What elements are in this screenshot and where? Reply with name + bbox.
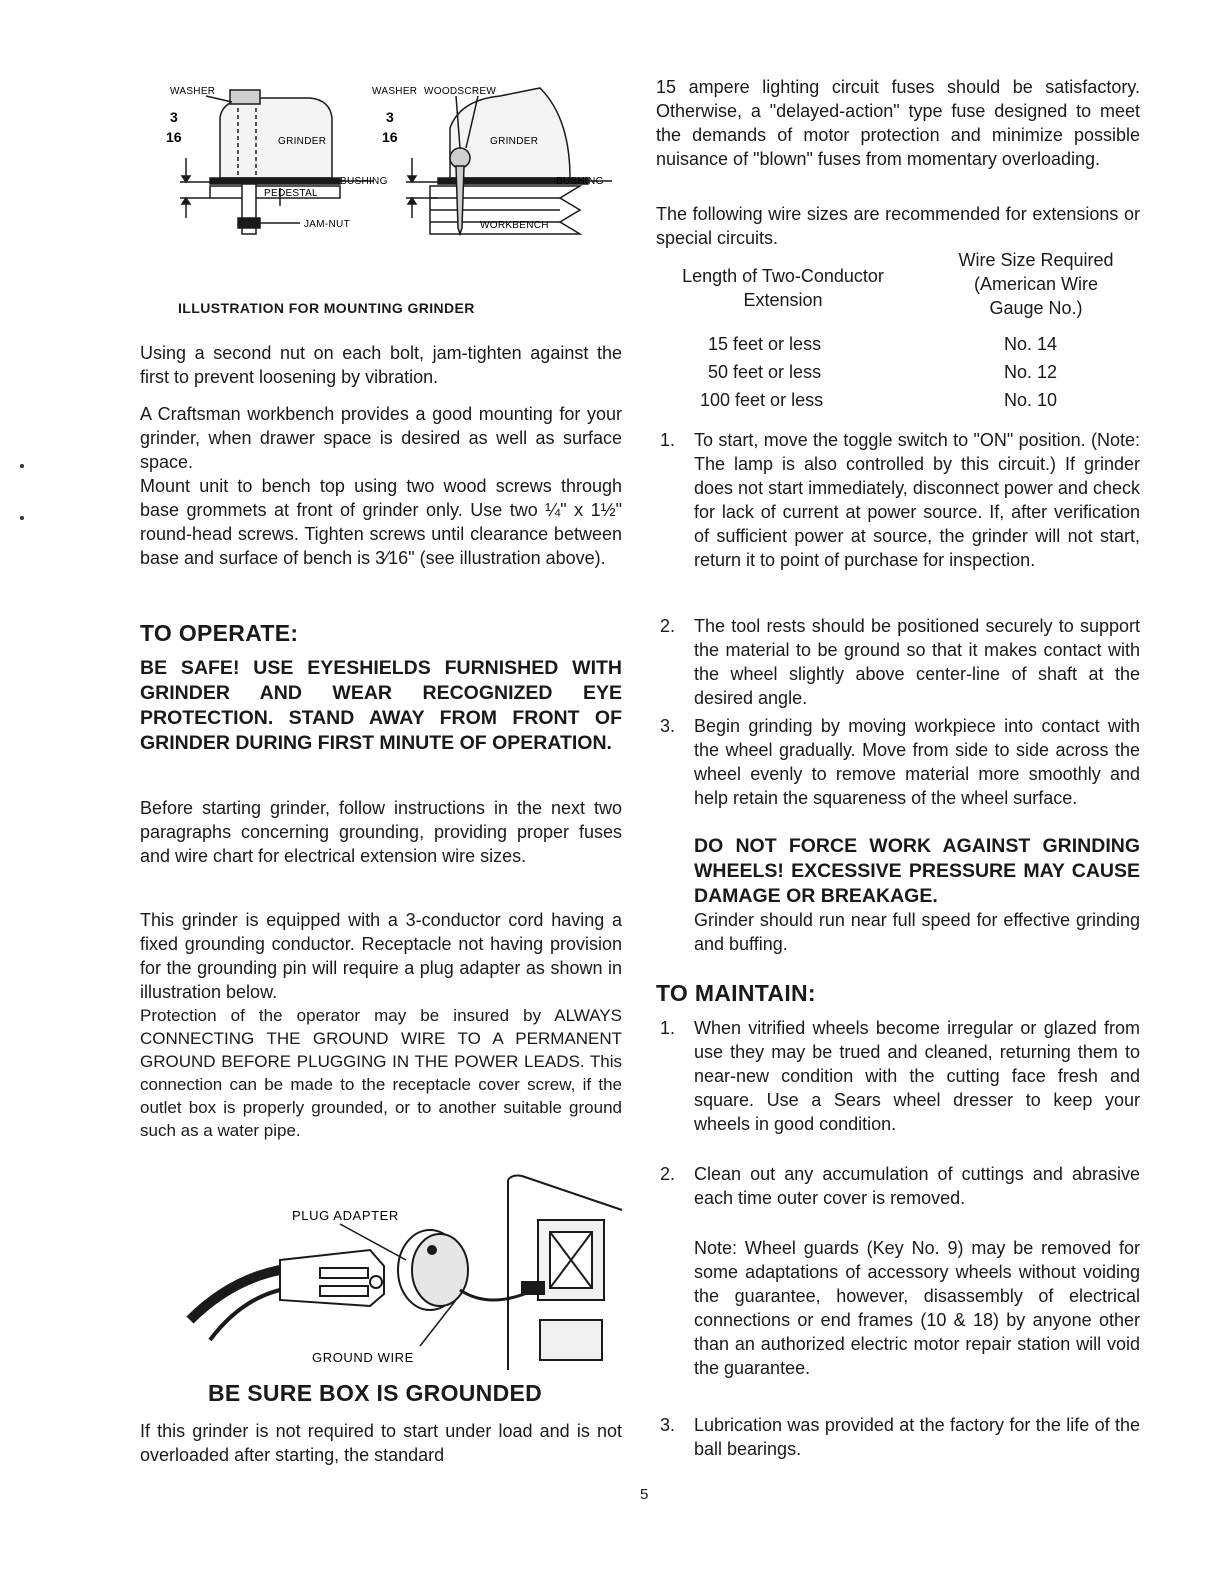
row-length: 100 feet or less [700,390,824,410]
step-text: Lubrication was provided at the factory for the life of the ball bearings. [694,1415,1140,1459]
plug-adapter-label: PLUG ADAPTER [292,1208,399,1223]
pedestal-label: PEDESTAL [264,188,318,199]
row-length: 50 feet or less [708,362,822,382]
col2-header-line3: Gauge No.) [989,298,1083,318]
wire-size-table [656,248,1140,418]
operate-steps-list-3 [656,714,1140,810]
col1-header-line1: Length of Two-Conductor [682,266,884,286]
col2-header-line2: (American Wire [973,274,1098,294]
maintain-steps-list [656,1016,1140,1136]
note-guarantee: Note: Wheel guards (Key No. 9) may be removed for some adaptations of accessory wheels without voiding the guarantee, however, disassembly of electrical connections or end frames (10 & 18) by anyone other than an authorized electric motor repair station will void the guarantee. [694,1238,1140,1378]
page-number: 5 [640,1486,649,1503]
force-warning: DO NOT FORCE WORK AGAINST GRINDING WHEELS! EXCESSIVE PRESSURE MAY CAUSE DAMAGE OR BREAKAGE. [694,835,1140,907]
woodscrew-label: WOODSCREW [424,86,497,97]
bushing-right-label: BUSHING [556,176,604,187]
wire-table-col1-header [658,264,908,312]
step-number: 3. [660,1415,676,1435]
paragraph-cord: This grinder is equipped with a 3-conductor cord having a fixed grounding conductor. Receptacle not having provision for the grounding pin will require a plug adapter as shown in illustration below. [140,910,622,1002]
paragraph-protection: Protection of the operator may be insured by ALWAYS CONNECTING THE GROUND WIRE TO A PERMANENT GROUND BEFORE PLUGGING IN THE POWER LEADS. This connection can be made to the receptacle cover screw, if the outlet box is properly grounded, or to another suitable ground such as a water pipe. [140,1006,622,1140]
scan-mark [20,464,24,468]
grinder-left-label: GRINDER [278,136,327,147]
paragraph-mount: Mount unit to bench top using two wood screws through base grommets at front of grinder only. Use two ¼" x 1½" round-head screws. Tighten screws until clearance between base and surface of bench is 3⁄16" (see illustration above). [140,476,622,568]
plug-adapter-illustration [170,1170,630,1370]
row-gauge: No. 10 [1004,390,1058,410]
step-text: The tool rests should be positioned securely to support the material to be ground so that it makes contact with the wheel slightly above center-line of shaft at the desired angle. [694,616,1140,708]
pedestal-mount-drawing [180,90,374,234]
paragraph-before-starting: Before starting grinder, follow instructions in the next two paragraphs concerning grounding, providing proper fuses and wire chart for electrical extension wire sizes. [140,798,622,866]
paragraph-workbench: A Craftsman workbench provides a good mounting for your grinder, when drawer space is desired as well as surface space. [140,404,622,472]
mounting-illustration [160,78,620,258]
maintain-steps-list-2 [656,1162,1140,1210]
figure-caption: ILLUSTRATION FOR MOUNTING GRINDER [178,300,475,316]
workbench-label: WORKBENCH [480,220,549,231]
step-text: Clean out any accumulation of cuttings and abrasive each time outer cover is removed. [694,1164,1140,1208]
step-number: 3. [660,716,676,736]
dim-left-num: 3 [170,109,178,125]
wire-table-col2-header [936,248,1136,320]
operate-steps-list [656,428,1140,572]
paragraph-jam-tighten: Using a second nut on each bolt, jam-tighten against the first to prevent loosening by vibration. [140,343,622,387]
row-gauge: No. 14 [1004,334,1058,354]
paragraph-speed: Grinder should run near full speed for effective grinding and buffing. [694,910,1140,954]
step-number: 1. [660,430,676,450]
dim-right-num: 3 [386,109,394,125]
dim-right-den: 16 [382,129,398,145]
paragraph-load: If this grinder is not required to start under load and is not overloaded after starting, the standard [140,1421,622,1465]
list-item [656,1413,1140,1461]
operate-steps-list-2 [656,614,1140,710]
grinder-right-label: GRINDER [490,136,539,147]
list-item [656,714,1140,810]
safety-warning: BE SAFE! USE EYESHIELDS FURNISHED WITH GRINDER AND WEAR RECOGNIZED EYE PROTECTION. STAND AWAY FROM FRONT OF GRINDER DURING FIRST MINUTE OF OPERATION. [140,657,622,754]
workbench-mount-drawing [406,88,612,234]
row-gauge: No. 12 [1004,362,1058,382]
col2-header-line1: Wire Size Required [958,250,1114,270]
be-sure-grounded-heading: BE SURE BOX IS GROUNDED [208,1380,543,1406]
bushing-left-label: BUSHING [340,176,388,187]
list-item [656,1162,1140,1210]
row-length: 15 feet or less [708,334,822,354]
scan-mark [20,516,24,520]
maintain-steps-list-3 [656,1413,1140,1461]
step-text: To start, move the toggle switch to "ON" position. (Note: The lamp is also controlled by this circuit.) If grinder does not start immediately, disconnect power and check for lack of current at power source. If, after verification of sufficient power at source, the grinder will not start, return it to point of purchase for inspection. [694,430,1140,570]
washer-right-label: WASHER [372,86,418,97]
step-text: When vitrified wheels become irregular or glazed from use they may be trued and cleaned, returning them to near-new condition with the cutting face fresh and square. Use a Sears wheel dresser to keep your wheels in good condition. [694,1018,1140,1134]
paragraph-wire-intro: The following wire sizes are recommended for extensions or special circuits. [656,204,1140,248]
col1-header-line2: Extension [743,290,823,310]
dim-left-den: 16 [166,129,182,145]
step-number: 2. [660,1164,676,1184]
washer-left-label: WASHER [170,86,216,97]
list-item [656,1016,1140,1136]
step-text: Begin grinding by moving workpiece into contact with the wheel gradually. Move from side to side across the wheel evenly to remove material more smoothly and help retain the squareness of the wheel surface. [694,716,1140,808]
step-number: 2. [660,616,676,636]
to-operate-heading: TO OPERATE: [140,620,299,646]
list-item [656,428,1140,572]
to-maintain-heading: TO MAINTAIN: [656,980,816,1006]
paragraph-fuses: 15 ampere lighting circuit fuses should be satisfactory. Otherwise, a "delayed-action" type fuse designed to meet the demands of motor protection and minimize possible nuisance of "blown" fuses from momentary overloading. [656,77,1140,169]
step-number: 1. [660,1018,676,1038]
ground-wire-label: GROUND WIRE [312,1350,414,1365]
list-item [656,614,1140,710]
jam-nut-label: JAM-NUT [304,219,350,230]
